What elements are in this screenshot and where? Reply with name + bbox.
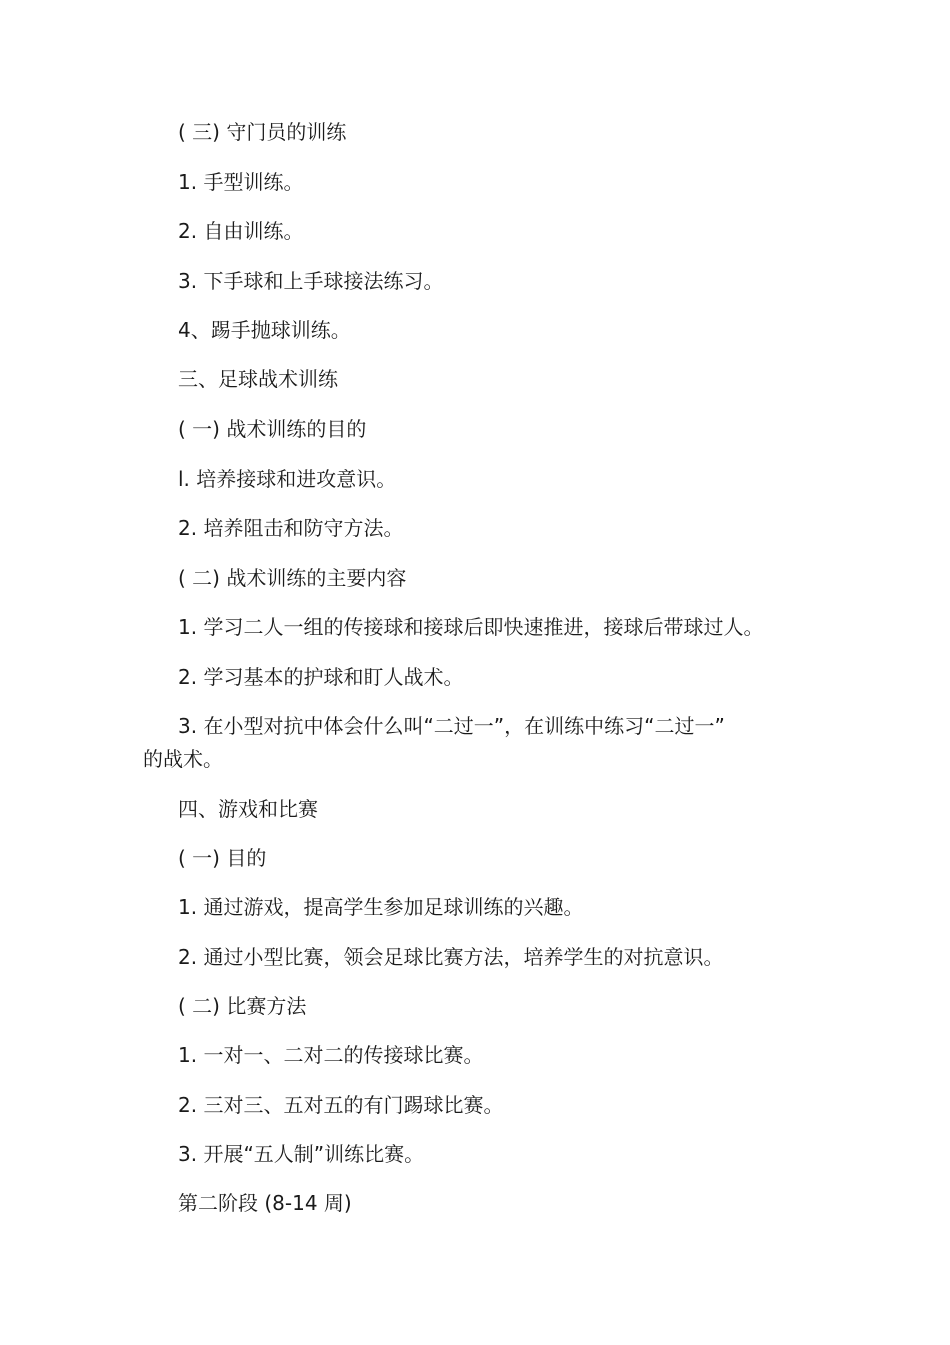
list-item: 1. 通过游戏，提高学生参加足球训练的兴趣。 — [178, 895, 584, 919]
list-item: 2. 三对三、五对五的有门踢球比赛。 — [178, 1093, 504, 1117]
subheading-goalkeeper-training: ( 三) 守门员的训练 — [178, 120, 347, 144]
list-item: l. 培养接球和进攻意识。 — [178, 467, 397, 491]
subheading-tactics-content: ( 二) 战术训练的主要内容 — [178, 566, 407, 590]
list-item: 1. 学习二人一组的传接球和接球后即快速推进，接球后带球过人。 — [178, 615, 764, 639]
list-item-continuation: 的战术。 — [143, 747, 223, 771]
list-item: 4、踢手抛球训练。 — [178, 318, 351, 342]
list-item: 1. 手型训练。 — [178, 170, 304, 194]
section-heading-tactics: 三、足球战术训练 — [178, 367, 338, 391]
subheading-games-purpose: ( 一) 目的 — [178, 846, 267, 870]
list-item: 2. 自由训练。 — [178, 219, 304, 243]
section-heading-games: 四、游戏和比赛 — [178, 797, 318, 821]
subheading-competition-method: ( 二) 比赛方法 — [178, 994, 307, 1018]
list-item: 2. 学习基本的护球和盯人战术。 — [178, 665, 464, 689]
list-item: 2. 通过小型比赛，领会足球比赛方法，培养学生的对抗意识。 — [178, 945, 724, 969]
list-item: 2. 培养阻击和防守方法。 — [178, 516, 404, 540]
list-item: 3. 在小型对抗中体会什么叫“二过一”，在训练中练习“二过一” — [178, 714, 725, 738]
list-item: 3. 开展“五人制”训练比赛。 — [178, 1142, 425, 1166]
list-item: 1. 一对一、二对二的传接球比赛。 — [178, 1043, 484, 1067]
list-item: 3. 下手球和上手球接法练习。 — [178, 269, 444, 293]
subheading-tactics-purpose: ( 一) 战术训练的目的 — [178, 417, 367, 441]
stage-heading: 第二阶段 (8-14 周) — [178, 1191, 352, 1215]
